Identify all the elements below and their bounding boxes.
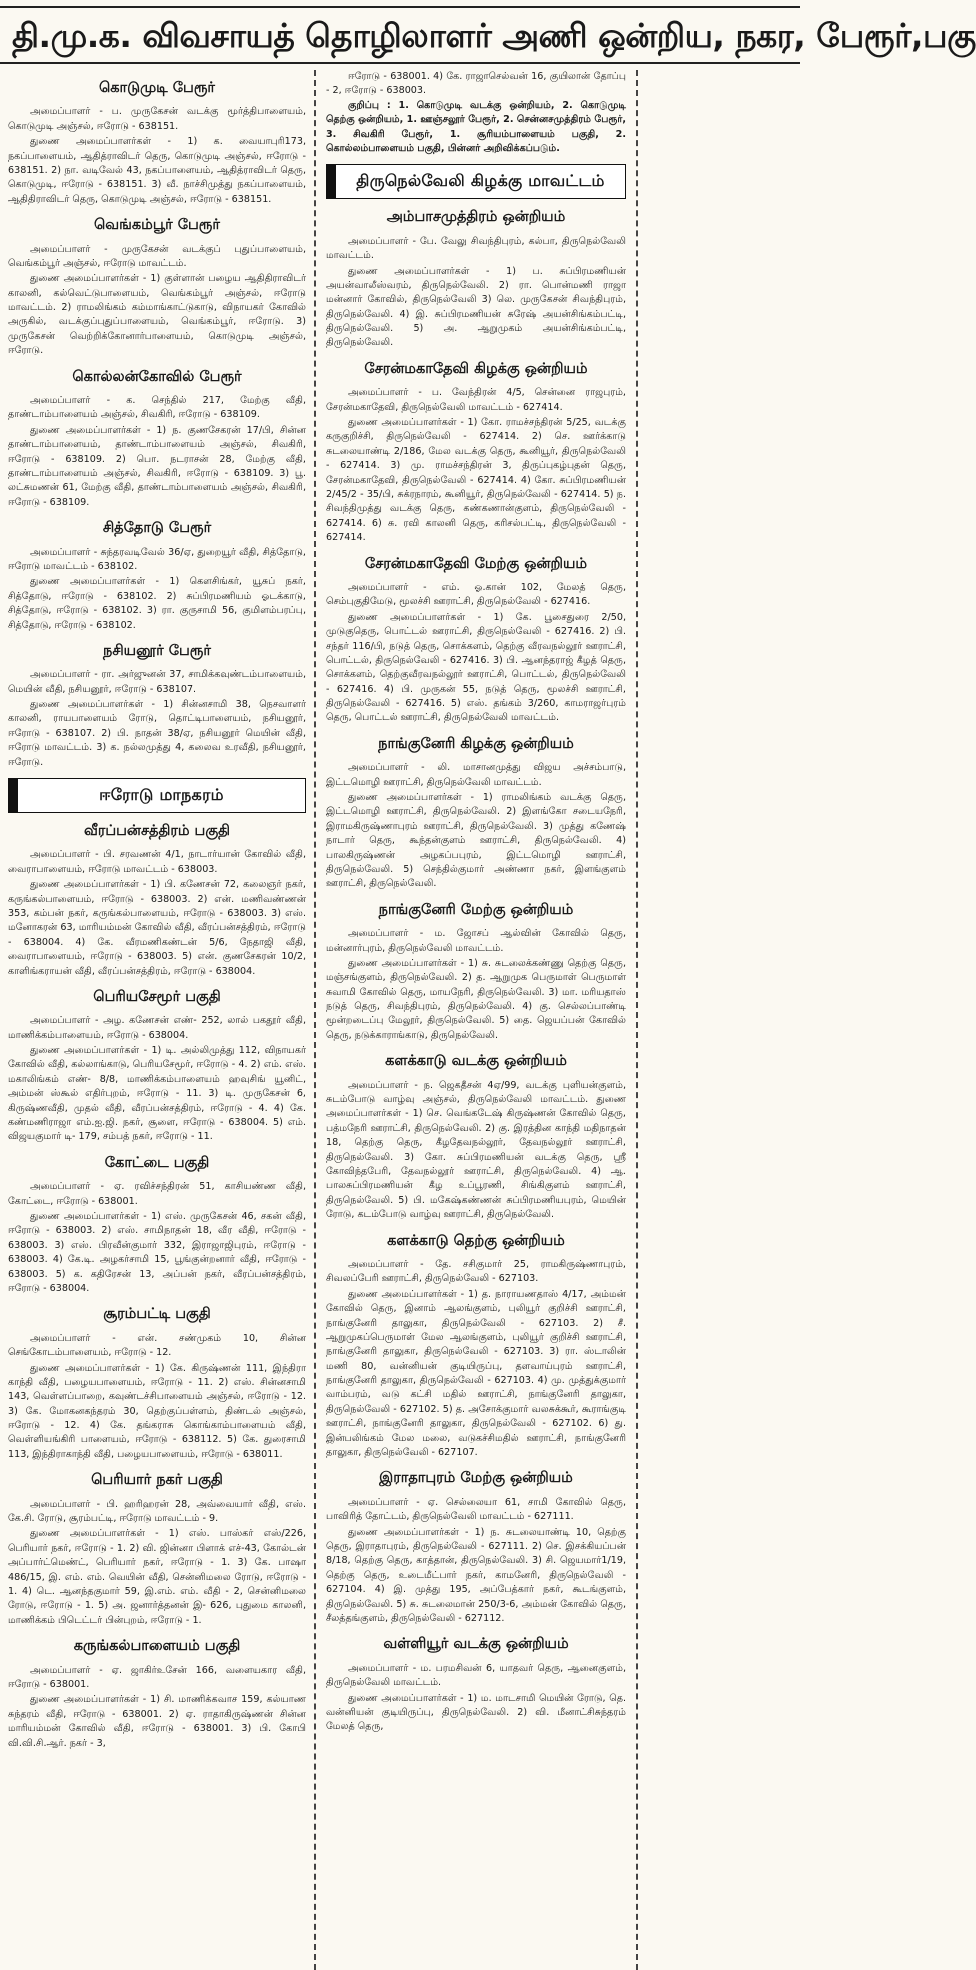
office-bearer-paragraph: அமைப்பாளர் - ரா. அர்ஜுனன் 37, சாமிக்கவுண்டம்பாளையம், மெயின் வீதி, நசியனூர், ஈரோடு - 638107. xyxy=(8,669,306,695)
section-heading: நசியனூர் பேரூர் xyxy=(103,642,211,659)
office-bearer-paragraph: அமைப்பாளர் - ம. ஜோசப் ஆல்வின் கோவில் தெரு, மன்னார்புரம், திருநெல்வேலி மாவட்டம். xyxy=(326,928,626,954)
section-heading: சித்தோடு பேரூர் xyxy=(102,520,212,537)
section-heading: வள்ளியூர் வடக்கு ஒன்றியம் xyxy=(383,1636,569,1653)
section-heading: அம்பாசமுத்திரம் ஒன்றியம் xyxy=(386,209,566,226)
office-bearer-paragraph: துணை அமைப்பாளர்கள் - 1) சு. சுடலைக்கண்ணு தெற்கு தெரு, மஞ்சங்குளம், திருநெல்வேலி. 2) த. ஆறுமுக பெருமாள் பெருமாள் சுவாமி கோவில் தெரு, மாயநேரி, திருநெல்வேலி. 3) மா. மரியதாஸ் நடுத் தெரு, சிவந்திபுரம், திருநெல்வேலி. 4) கு. செல்லப்பாண்டி மூன்றடைப்பு மேலூர், திருநெல்வேலி. 5) தை. ஜெயப்பன் கோவில் தெரு, நடுக்காராங்காடு, திருநெல்வேலி. xyxy=(326,957,626,1041)
section-heading: வெங்கம்பூர் பேரூர் xyxy=(94,217,220,234)
office-bearer-paragraph: துணை அமைப்பாளர்கள் - 1) டி. அல்லிமுத்து 112, விநாயகர் கோவில் வீதி, கல்லாங்காடு, பெரியசேமூர், ஈரோடு - 4. 2) எம். எஸ். மகாலிங்கம் எண்- 8/8, மாணிக்கம்பாளையம் ஹவுசிங் யூனிட், அம்மன் ஸ்கூல் எதிர்புறம், ஈரோடு - 11. 3) டி. முருகேசன் 6, கிருஷ்ணவீதி, முதல் வீதி, வீரப்பன்சத்திரம், ஈரோடு - 4. 4) கே. கண்மணிராஜா எம்.ஐ.ஜி. நகர், சூளை, ஈரோடு - 638004. 5) எம். விஜயகுமார் டி- 179, சம்பத் நகர், ஈரோடு - 11. xyxy=(8,1045,306,1143)
section-heading: சேரன்மகாதேவி கிழக்கு ஒன்றியம் xyxy=(364,360,588,377)
district-banner: திருநெல்வேலி கிழக்கு மாவட்டம் xyxy=(326,164,626,199)
office-bearer-paragraph: அமைப்பாளர் - பி. ஹரிஹரன் 28, அவ்வையார் வீதி, எஸ். கே.சி. ரோடு, சூரம்பட்டி, ஈரோடு மாவட்டம் - 9. xyxy=(8,1498,306,1525)
office-bearer-paragraph: அமைப்பாளர் - என். சண்முகம் 10, சின்ன செங்கோடம்பாளையம், ஈரோடு - 12. xyxy=(8,1332,306,1359)
office-bearer-paragraph: அமைப்பாளர் - ஏ. செல்லையா 61, சாமி கோவில் தெரு, பாவிரித் தோட்டம், திருநெல்வேலி மாவட்டம் - 627111. xyxy=(326,1496,626,1523)
office-bearer-paragraph: அமைப்பாளர் - சுந்தரவடிவேல் 36/ஏ, துறையூர் வீதி, சித்தோடு, ஈரோடு மாவட்டம் - 638102. xyxy=(8,546,306,572)
office-bearer-paragraph: துணை அமைப்பாளர்கள் - 1) கோ. ராமச்சந்திரன் 5/25, வடக்கு கருகுறிச்சி, திருநெல்வேலி - 627414. 2) செ. ஊர்க்காடு சுடலையாண்டி 2/186, மேல வடக்கு தெரு, கூனியூர், திருநெல்வேலி - 627414. 3) மு. ராமச்சந்திரன் 3, திருப்புகழ்புதன் தெரு, சேரன்மகாதேவி, திருநெல்வேலி - 627414. 4) கோ. சுப்பிரமணியன் 2/45/2 - 35/பி, சுக்ரநாரம், கூனியூர், திருநெல்வேலி - 627414. 5) ந. சிவந்திமுத்து வடக்கு தெரு, கண்கணான்குளம், திருநெல்வேலி - 627414. 6) சு. ரவி காலனி தெரு, கரிசல்பட்டி, திருநெல்வேலி - 627414. xyxy=(326,417,626,544)
section-heading: பெரியசேமூர் பகுதி xyxy=(93,988,221,1005)
section-heading: கொல்லன்கோவில் பேரூர் xyxy=(72,368,242,385)
office-bearer-paragraph: அமைப்பாளர் - முருகேசன் வடக்குப் புதுப்பாளையம், வெங்கம்பூர் அஞ்சல், ஈரோடு மாவட்டம். xyxy=(8,243,306,269)
right-column xyxy=(326,70,626,1970)
office-bearer-paragraph: துணை அமைப்பாளர்கள் - 1) கௌசிங்கர், யூசுப் நகர், சித்தோடு, ஈரோடு - 638102. 2) சுப்பிரமணியம் ஓடக்காடு, சித்தோடு, ஈரோடு - 638102. 3) ரா. குருசாமி 56, குமிளம்பரப்பு, சித்தோடு, ஈரோடு - 638102. xyxy=(8,576,306,631)
far-right-column xyxy=(642,70,800,1970)
page-title: தி.மு.க. விவசாயத் தொழிலாளர் அணி ஒன்றிய, நகர, பேரூர்,பகு xyxy=(12,15,976,55)
section-heading: கோட்டை பகுதி xyxy=(104,1154,210,1171)
office-bearer-paragraph: துணை அமைப்பாளர்கள் - 1) த. நாராயணதாஸ் 4/17, அம்மன் கோவில் தெரு, இனாம் ஆலங்குளம், புலியூர் குறிச்சி ஊராட்சி, நாங்குனேரி தாலுகா, திருநெல்வேலி - 627103. 2) சீ. ஆறுமுகப்பெருமாள் மேல ஆலங்குளம், புலியூர் குறிச்சி ஊராட்சி, நாங்குனேரி தாலுகா, திருநெல்வேலி - 627103. 3) ரா. ஸ்டாலின் மணி 80, வன்னியன் குடியிருப்பு, தளவாய்புரம் ஊராட்சி, நாங்குனேரி தாலுகா, திருநெல்வேலி - 627103. 4) மு. முத்துக்குமார் வாம்பரம், வடு கட்சி மதில் ஊராட்சி, நாங்குனேரி தாலுகா, திருநெல்வேலி - 627102. 5) த. அசோக்குமார் வலசுக்கூர், கூராங்குடி ஊராட்சி, நாங்குனேரி தாலுகா, திருநெல்வேலி - 627102. 6) து. இன்பலிங்கம் மேல மலை, வடுகச்சிமதில் ஊராட்சி, நாங்குனேரி தாலுகா, திருநெல்வேலி - 627107. xyxy=(326,1288,626,1459)
district-banner: ஈரோடு மாநகரம் xyxy=(8,778,306,813)
office-bearer-paragraph: அமைப்பாளர் - ந. ஜெகதீசன் 4ஏ/99, வடக்கு புளியன்குளம், சுடம்போடு வாழ்வு அஞ்சல், திருநெல்வேலி மாவட்டம். துணை அமைப்பாளர்கள் - 1) செ. வெங்கடேஷ் கிருஷ்ணன் கோவில் தெரு, பத்மநேரி ஊராட்சி, திருநெல்வேலி. 2) கு. இரத்தின காந்தி மதிநாதன் 18, தெற்கு தெரு, கீழதேவநல்லூர், தேவநல்லூர் ஊராட்சி, திருநெல்வேலி. 3) கோ. சுப்பிரமணியன் வடக்கு தெரு, ஸ்ரீ கோவிந்தபேரி, தேவநல்லூர் ஊராட்சி, திருநெல்வேலி. 4) ஆ. பாலசுப்பிரமணியன் கீழ உப்பூரணி, சிங்கிகுளம் ஊராட்சி, திருநெல்வேலி. 5) பி. மகேஷ்கண்ணன் சுப்பிரமணியபுரம், மெயின் ரோடு, கடம்போடு வாழ்வு ஊராட்சி, திருநெல்வேலி. xyxy=(326,1079,626,1221)
column-divider xyxy=(314,70,316,1970)
office-bearer-paragraph: துணை அமைப்பாளர்கள் - 1) க. வையாபுரி173, நகப்பாளையம், ஆதித்ராவிடர் தெரு, கொடுமுடி அஞ்சல், ஈரோடு - 638151. 2) நா. வடிவேல் 43, நகப்பாளையம், ஆதித்ராவிடர் தெரு, கொடுமுடி, ஈரோடு - 638151. 3) வீ. நாச்சிமுத்து நகப்பாளையம், ஆதிதிராவிடர் தெரு, கொடுமுடி அஞ்சல், ஈரோடு - 638151. xyxy=(8,136,306,205)
section-heading: நாங்குனேரி மேற்கு ஒன்றியம் xyxy=(378,901,574,918)
office-bearer-paragraph: அமைப்பாளர் - தே. சசிகுமார் 25, ராமகிருஷ்ணாபுரம், சிவலப்பேரி ஊராட்சி, திருநெல்வேலி - 627103. xyxy=(326,1258,626,1285)
section-heading: வீரப்பன்சத்திரம் பகுதி xyxy=(83,823,231,840)
office-bearer-paragraph: அமைப்பாளர் - ம. பரமசிவன் 6, யாதவர் தெரு, ஆனைகுளம், திருநெல்வேலி மாவட்டம். xyxy=(326,1662,626,1689)
section-heading: களக்காடு தெற்கு ஒன்றியம் xyxy=(387,1232,565,1249)
section-heading: கொடுமுடி பேரூர் xyxy=(98,80,216,96)
section-heading: கருங்கல்பாளையம் பகுதி xyxy=(73,1638,241,1655)
office-bearer-paragraph: அமைப்பாளர் - லி. மாசானமுத்து விஜய அச்சம்பாடு, இட்டமொழி ஊராட்சி, திருநெல்வேலி மாவட்டம். xyxy=(326,762,626,788)
left-column xyxy=(8,70,306,1970)
note-paragraph: குறிப்பு : 1. கொடுமுடி வடக்கு ஒன்றியம், 2. கொடுமுடி தெற்கு ஒன்றியம், 1. ஊஞ்சலூர் பேரூர், 2. சென்னசமுத்திரம் பேரூர், 3. சிவகிரி பேரூர், 1. சூரியம்பாளையம் பகுதி, 2. கொல்லம்பாளையம் பகுதி, பின்னர் அறிவிக்கப்படும். xyxy=(326,99,626,154)
section-heading: சூரம்பட்டி பகுதி xyxy=(103,1306,211,1323)
office-bearer-paragraph: துணை அமைப்பாளர்கள் - 1) ந. சுடலையாண்டி 10, தெற்கு தெரு, இராதாபுரம், திருநெல்வேலி - 627111. 2) செ. இசக்கியப்பன் 8/18, தெற்கு தெரு, காத்தான், திருநெல்வேலி. 3) சி. ஜெயமார்1/19, தெற்கு தெரு, உடைமீட்பார் நகர், காமனேரி, திருநெல்வேலி - 627104. 4) இ. முத்து 195, அப்பேத்கார் நகர், கூடங்குளம், திருநெல்வேலி. 5) சு. சுடலைமான் 250/3-6, அம்மன் கோவில் தெரு, சீலத்தங்குளம், திருநெல்வேலி - 627112. xyxy=(326,1526,626,1624)
office-bearer-paragraph: அமைப்பாளர் - பி. சரவணன் 4/1, நாடார்யான் கோவில் வீதி, வைராபாளையம், ஈரோடு மாவட்டம் - 638003. xyxy=(8,849,306,875)
section-heading: பெரியார் நகர் பகுதி xyxy=(91,1472,223,1489)
office-bearer-paragraph: அமைப்பாளர் - ப. வேந்திரன் 4/5, சென்னை ராஜபுரம், சேரன்மகாதேவி, திருநெல்வேலி மாவட்டம் - 627414. xyxy=(326,387,626,413)
section-heading: களக்காடு வடக்கு ஒன்றியம் xyxy=(385,1053,567,1070)
section-heading: இராதாபுரம் மேற்கு ஒன்றியம் xyxy=(379,1470,573,1487)
section-heading: சேரன்மகாதேவி மேற்கு ஒன்றியம் xyxy=(364,555,588,572)
office-bearer-paragraph: துணை அமைப்பாளர்கள் - 1) ந. குணசேகரன் 17/பி, சின்ன தாண்டாம்பாளையம், தாண்டாம்பாளையம் அஞ்சல், சிவகிரி, ஈரோடு - 638109. 2) பொ. நடராசன் 28, மேற்கு வீதி, தாண்டாம்பாளையம் அஞ்சல், சிவகிரி, ஈரோடு - 638109. 3) பூ. லட்சுமணன் 61, மேற்கு வீதி, தாண்டாம்பாளையம் அஞ்சல், சிவகிரி, ஈரோடு - 638109. xyxy=(8,424,306,508)
office-bearer-paragraph: துணை அமைப்பாளர்கள் - 1) எஸ். முருகேசன் 46, சகன் வீதி, ஈரோடு - 638003. 2) எஸ். சாமிநாதன் 18, வீர வீதி, ஈரோடு - 638003. 3) எஸ். பிரவீன்குமார் 332, இராஜாஜிபுரம், ஈரோடு - 638003. 4) கே.டி. அழகர்சாமி 15, பூங்குன்றனார் வீதி, ஈரோடு - 638003. 5) க. கதிரேசன் 13, அப்பன் நகர், வீரப்பன்சத்திரம், ஈரோடு - 638004. xyxy=(8,1211,306,1294)
office-bearer-paragraph: ஈரோடு - 638001. 4) கே. ராஜாசெல்வன் 16, குயிலான் தோப்பு - 2, ஈரோடு - 638003. xyxy=(326,71,626,97)
office-bearer-paragraph: துணை அமைப்பாளர்கள் - 1) ம. மாடசாமி மெயின் ரோடு, தெ. வன்னியன் குடியிருப்பு, திருநெல்வேலி. 2) வி. மீனாட்சிசுந்தரம் மேலத் தெரு, xyxy=(326,1692,626,1733)
column-divider xyxy=(636,70,638,1970)
office-bearer-paragraph: துணை அமைப்பாளர்கள் - 1) கே. பூசைதுரை 2/50, முடுகுதெரு, பொட்டல் ஊராட்சி, திருநெல்வேலி - 627416. 2) பி. சந்தர் 116/பி, நடுத் தெரு, சொக்களம், தெற்கு வீரவநல்லூர் ஊராட்சி, பொட்டல், திருநெல்வேலி - 627416. 3) பி. ஆனந்தராஜ் கீழத் தெரு, சொக்களம், தெற்குவீரவநல்லூர் ஊராட்சி, பொட்டல், திருநெல்வேலி - 627416. 4) பி. முருகன் 55, நடுத் தெரு, மூலச்சி ஊராட்சி, திருநெல்வேலி - 627416. 5) எஸ். தங்கம் 3/260, காமராஜர்புரம் தெரு, பொட்டல் ஊராட்சி, திருநெல்வேலி மாவட்டம். xyxy=(326,611,626,724)
page-header xyxy=(0,6,976,64)
office-bearer-paragraph: துணை அமைப்பாளர்கள் - 1) கே. கிருஷ்ணன் 111, இந்திரா காந்தி வீதி, பழையபாளையம், ஈரோடு - 11. 2) எஸ். சின்னசாமி 143, வெள்ளப்பாறை, கவுண்டச்சிபாளையம் அஞ்சல், ஈரோடு - 12. 3) கே. மோகனகந்தரம் 30, தெற்குப்பள்ளம், திண்டல் அஞ்சல், ஈரோடு - 12. 4) கே. தங்கராசு கொங்காம்பாளையம் வீதி, வெள்ளியங்கிரி பாளையம், ஈரோடு - 638112. 5) கே. துரைசாமி 113, இந்திராகாந்தி வீதி, பழையபாளையம், ஈரோடு - 638011. xyxy=(8,1362,306,1460)
section-heading: நாங்குனேரி கிழக்கு ஒன்றியம் xyxy=(378,735,574,752)
office-bearer-paragraph: துணை அமைப்பாளர்கள் - 1) சி. மாணிக்கவாச 159, கல்யாண சுந்தரம் வீதி, ஈரோடு - 638001. 2) ஏ. ராதாகிருஷ்ணன் சின்ன மாரியம்மன் கோவில் வீதி, ஈரோடு - 638001. 3) பி. கோபி வி.வி.சி.ஆர். நகர் - 3, xyxy=(8,1694,306,1749)
office-bearer-paragraph: அமைப்பாளர் - ஏ. ரவிச்சந்திரன் 51, காசியண்ண வீதி, கோட்டை, ஈரோடு - 638001. xyxy=(8,1181,306,1207)
office-bearer-paragraph: அமைப்பாளர் - க. செந்தில் 217, மேற்கு வீதி, தாண்டாம்பாளையம் அஞ்சல், சிவகிரி, ஈரோடு - 638109. xyxy=(8,395,306,421)
office-bearer-paragraph: துணை அமைப்பாளர்கள் - 1) ராமலிங்கம் வடக்கு தெரு, இட்டமொழி ஊராட்சி, திருநெல்வேலி. 2) இளங்கோ சடையநேரி, இராமகிருஷ்ணாபுரம் ஊராட்சி, திருநெல்வேலி. 3) முத்து கணேஷ் நாடார் தெரு, கூந்தன்குளம் ஊராட்சி, திருநெல்வேலி. 4) பாலகிருஷ்ணன் அழகப்பபுரம், இட்டமொழி ஊராட்சி, திருநெல்வேலி. 5) செந்தில்குமார் அண்ணா நகர், இளங்குளம் ஊராட்சி, திருநெல்வேலி. xyxy=(326,792,626,890)
office-bearer-paragraph: துணை அமைப்பாளர்கள் - 1) குள்ளான் பழைய ஆதிதிராவிடர் காலனி, கல்வெட்டுபாளையம், வெங்கம்பூர் அஞ்சல், ஈரோடு மாவட்டம். 2) ராமலிங்கம் கம்மாங்காட்டுகாடு, விநாயகர் கோவில் அருகில், வடக்குப்புதுப்பாளையம், வெங்கம்பூர், ஈரோடு. 3) முருகேசன் வெற்றிக்கோனார்பாளையம், கொடுமுடி அஞ்சல், ஈரோடு. xyxy=(8,273,306,357)
office-bearer-paragraph: துணை அமைப்பாளர்கள் - 1) பி. கணேசன் 72, கலைஞர் நகர், கருங்கல்பாளையம், ஈரோடு - 638003. 2) என். மணிவண்ணன் 353, கம்பன் நகர், கருங்கல்பாளையம், ஈரோடு - 638003. 3) எஸ். மனோகரன் 63, மாரியம்மன் கோவில் வீதி, வீரப்பன்சத்திரம், ஈரோடு - 638004. 4) கே. வீரமணிகண்டன் 5/6, நேதாஜி வீதி, வைராபாளையம், ஈரோடு - 638003. 5) என். குணசேகரன் 10/2, காளிங்கராயன் வீதி, வீரப்பன்சத்திரம், ஈரோடு - 638004. xyxy=(8,879,306,977)
office-bearer-paragraph: அமைப்பாளர் - எம். ஓ.கான் 102, மேலத் தெரு, செம்புகுதிமேடு, மூலச்சி ஊராட்சி, திருநெல்வேலி - 627416. xyxy=(326,581,626,608)
office-bearer-paragraph: அமைப்பாளர் - ஏ. ஜாகிர்உசேன் 166, வளையகார வீதி, ஈரோடு - 638001. xyxy=(8,1664,306,1690)
office-bearer-paragraph: துணை அமைப்பாளர்கள் - 1) சின்னசாமி 38, நெசவாளர் காலனி, ராயபாளையம் ரோடு, தொட்டிபாளையம், நசியனூர், ஈரோடு - 638107. 2) பி. நாதன் 38/ஏ, நசியனூர் மெயின் வீதி, ஈரோடு மாவட்டம். 3) க. நல்லமுத்து 4, கலைவ உரவீதி, நசியனூர், ஈரோடு. xyxy=(8,699,306,768)
office-bearer-paragraph: அமைப்பாளர் - பே. வேலு சிவந்திபுரம், கல்பா, திருநெல்வேலி மாவட்டம். xyxy=(326,235,626,262)
office-bearer-paragraph: துணை அமைப்பாளர்கள் - 1) ப. சுப்பிரமணியன் அயன்வாலீஸ்வரம், திருநெல்வேலி. 2) ரா. பொன்மணி ராஜா மன்னார் கோவில், திருநெல்வேலி 3) லெ. முருகேசன் சிவந்திபுரம், திருநெல்வேலி. 4) இ. சுப்பிரமணியன் சுரேஷ் அயன்சிங்கம்பட்டி, திருநெல்வேலி. 5) அ. ஆறுமுகம் அயன்சிங்கம்பட்டி, திருநெல்வேலி. xyxy=(326,265,626,349)
office-bearer-paragraph: துணை அமைப்பாளர்கள் - 1) எஸ். பாஸ்கர் எஸ்/226, பெரியார் நகர், ஈரோடு - 1. 2) வி. ஜின்னா பிளாக் எச்-43, கோல்டன் அப்பார்ட்மெண்ட், பெரியார் நகர், ஈரோடு - 1. 3) கே. பாஷா 486/15, இ. எம். எம். வெயின் வீதி, சென்னிமலை ரோடு, ஈரோடு - 1. 4) டெ. ஆனந்தகுமார் 59, இ.எம். எம். வீதி - 2, சென்னிமலை ரோடு, ஈரோடு - 1. 5) அ. ஜனார்த்தனன் இ- 626, புதுமை காலனி, மாணிக்கம் பிடெட்டர் பின்புறம், ஈரோடு - 1. xyxy=(8,1528,306,1626)
office-bearer-paragraph: அமைப்பாளர் - ப. முருகேசன் வடக்கு மூர்த்திபாளையம், கொடுமுடி அஞ்சல், ஈரோடு - 638151. xyxy=(8,106,306,132)
office-bearer-paragraph: அமைப்பாளர் - அழ. கணேசன் எண்- 252, லால் பகதூர் வீதி, மாணிக்கம்பாளையம், ஈரோடு - 638004. xyxy=(8,1015,306,1041)
